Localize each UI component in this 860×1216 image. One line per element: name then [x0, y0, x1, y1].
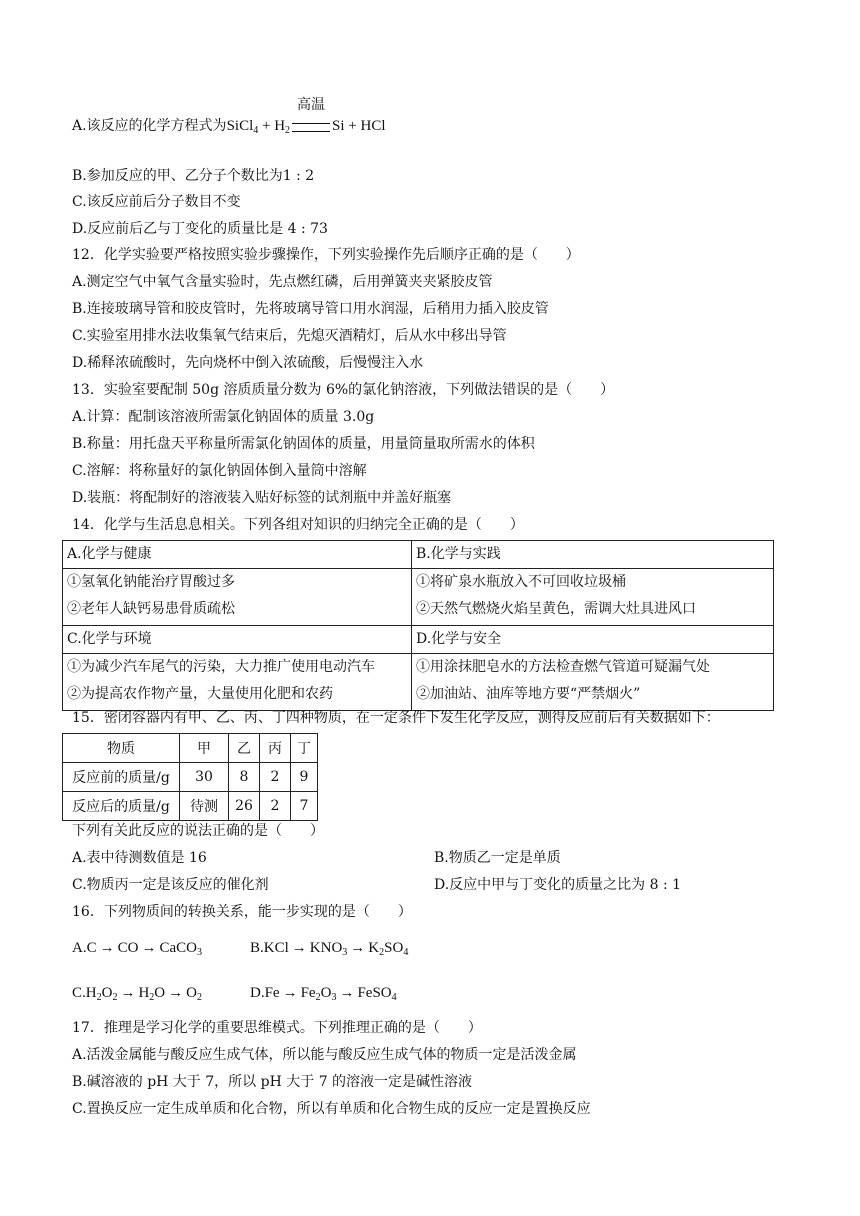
- q12-option-b: B.连接玻璃导管和胶皮管时，先将玻璃导管口用水润湿，后稍用力插入胶皮管: [72, 301, 549, 317]
- q15-cell: 2: [260, 792, 291, 821]
- q14-cell-d-items: ①用涂抹肥皂水的方法检查燃气管道可疑漏气处 ②加油站、油库等地方要“严禁烟火”: [412, 654, 774, 711]
- q17-option-b: B.碱溶液的 pH 大于 7，所以 pH 大于 7 的溶液一定是碱性溶液: [72, 1074, 473, 1090]
- q15-cell: 反应后的质量/g: [63, 792, 180, 821]
- q12-option-d: D.稀释浓硫酸时，先向烧杯中倒入浓硫酸，后慢慢注入水: [72, 355, 424, 371]
- q13-option-a: A.计算：配制该溶液所需氯化钠固体的质量 3.0g: [72, 409, 375, 425]
- q12-option-a: A.测定空气中氧气含量实验时，先点燃红磷，后用弹簧夹夹紧胶皮管: [72, 274, 493, 290]
- q11-option-b: B.参加反应的甲、乙分子个数比为1 : 2: [72, 168, 315, 184]
- q15-header-cell: 甲: [180, 734, 229, 763]
- q14-cell-b-items: ①将矿泉水瓶放入不可回收垃圾桶 ②天然气燃烧火焰呈黄色，需调大灶具进风口: [412, 569, 774, 626]
- q12-option-c: C.实验室用排水法收集氧气结束后，先熄灭酒精灯，后从水中移出导管: [72, 328, 507, 344]
- q16-option-b: $B.KCl \to KNO_3 \to K_2SO_4$: [250, 940, 409, 958]
- q11-equation: SiCl$_4$ + $H_2$ 高温 Si + HCl: [226, 98, 386, 136]
- q15-cell: 反应前的质量/g: [63, 763, 180, 792]
- q15-stem: 15．密闭容器内有甲、乙、丙、丁四种物质，在一定条件下发生化学反应，测得反应前后有关数据如下：: [72, 710, 720, 726]
- q14-cell-a-items: ①氢氧化钠能治疗胃酸过多 ②老年人缺钙易患骨质疏松: [63, 569, 412, 626]
- q15-option-d: D.反应中甲与丁变化的质量之比为 8 : 1: [434, 877, 682, 893]
- q15-option-b: B.物质乙一定是单质: [434, 850, 561, 866]
- q13-option-c: C.溶解：将称量好的氯化钠固体倒入量筒中溶解: [72, 463, 367, 479]
- q15-header-cell: 丙: [260, 734, 291, 763]
- q14-cell-b-title: B.化学与实践: [412, 541, 774, 569]
- q11-option-a: [72, 98, 386, 141]
- q15-cell: 26: [229, 792, 260, 821]
- q14-cell-c-title: C.化学与环境: [63, 626, 412, 654]
- q12-stem: 12．化学实验要严格按照实验步骤操作，下列实验操作先后顺序正确的是（ ）: [72, 247, 580, 263]
- q11-option-d: D.反应前后乙与丁变化的质量比是 4 : 73: [72, 221, 328, 237]
- q11-option-c: C.该反应前后分子数目不变: [72, 194, 241, 210]
- q14-cell-d-title: D.化学与安全: [412, 626, 774, 654]
- q15-cell: 2: [260, 763, 291, 792]
- q16-option-d: $D.Fe \to Fe_2O_3$ → FeSO$_4$: [250, 985, 397, 1003]
- q15-cell: 9: [291, 763, 318, 792]
- q11-condition: 高温: [292, 116, 330, 136]
- q17-option-a: A.活泼金属能与酸反应生成气体，所以能与酸反应生成气体的物质一定是活泼金属: [72, 1047, 577, 1063]
- q15-table: [62, 733, 318, 821]
- q17-option-c: C.置换反应一定生成单质和化合物，所以有单质和化合物生成的反应一定是置换反应: [72, 1101, 591, 1117]
- q15-cell: 待测: [180, 792, 229, 821]
- q15-header-cell: 乙: [229, 734, 260, 763]
- q16-stem: 16．下列物质间的转换关系，能一步实现的是（ ）: [72, 904, 412, 920]
- q14-cell-c-items: ①为减少汽车尾气的污染，大力推广使用电动汽车 ②为提高农作物产量，大量使用化肥和农药: [63, 654, 412, 711]
- q11-option-a-text: A.该反应的化学方程式为: [72, 118, 227, 134]
- q14-stem: 14．化学与生活息息相关。下列各组对知识的归纳完全正确的是（ ）: [72, 517, 524, 533]
- q14-table: [62, 540, 774, 711]
- q15-table-header: [63, 734, 318, 763]
- q13-option-b: B.称量：用托盘天平称量所需氯化钠固体的质量，用量筒量取所需水的体积: [72, 436, 535, 452]
- q15-option-a: A.表中待测数值是 16: [72, 850, 207, 866]
- q13-stem: 13．实验室要配制 50g 溶质质量分数为 6%的氯化钠溶液，下列做法错误的是（ ）: [72, 382, 615, 398]
- q15-header-cell: 丁: [291, 734, 318, 763]
- q14-cell-a-title: A.化学与健康: [63, 541, 412, 569]
- q13-option-d: D.装瓶：将配制好的溶液装入贴好标签的试剂瓶中并盖好瓶塞: [72, 490, 452, 506]
- table-row: [63, 792, 318, 821]
- q15-cell: 8: [229, 763, 260, 792]
- q15-option-c: C.物质丙一定是该反应的催化剂: [72, 877, 269, 893]
- q16-option-c: $C.H_2O_2 \to H_2O \to O_2$: [72, 985, 202, 1003]
- q16-option-a: A.C → CO → CaCO$_3$: [72, 940, 202, 958]
- q15-cell: 30: [180, 763, 229, 792]
- q15-header-cell: 物质: [63, 734, 180, 763]
- table-row: [63, 763, 318, 792]
- q15-prompt: 下列有关此反应的说法正确的是（ ）: [72, 823, 324, 839]
- q15-cell: 7: [291, 792, 318, 821]
- q17-stem: 17．推理是学习化学的重要思维模式。下列推理正确的是（ ）: [72, 1020, 482, 1036]
